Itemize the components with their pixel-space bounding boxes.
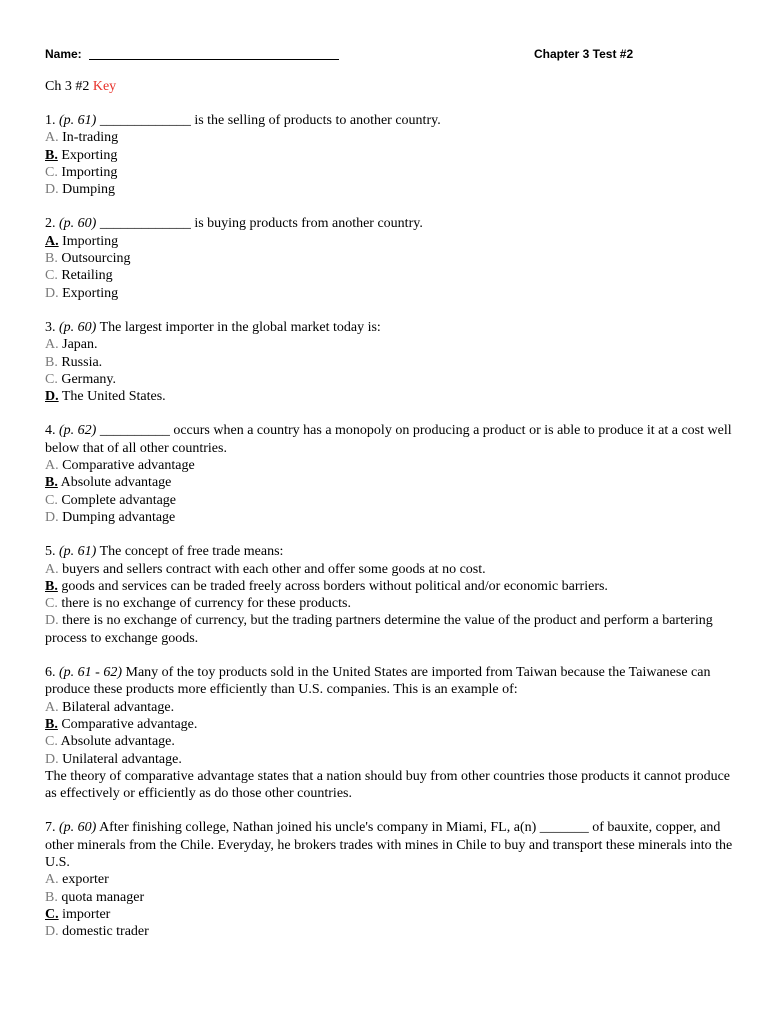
option-text: Retailing [61, 268, 113, 284]
answer-option [45, 578, 735, 595]
question-stem [45, 215, 735, 232]
question-number: 7. [45, 820, 56, 836]
option-text: quota manager [61, 889, 145, 905]
answer-option [45, 181, 735, 198]
option-text: goods and services can be traded freely across borders without political and/or economic barriers. [61, 578, 608, 594]
option-text: Importing [62, 233, 119, 249]
option-letter: D. [45, 509, 59, 525]
correct-option-letter: D. [45, 389, 59, 405]
option-text: Comparative advantage [62, 458, 195, 474]
option-text: exporter [62, 872, 109, 888]
answer-option [45, 733, 735, 750]
option-letter: C. [45, 596, 58, 612]
correct-option-letter: C. [45, 906, 59, 922]
question-text: _____________ is buying products from another country. [99, 216, 423, 232]
question-text: The concept of free trade means: [99, 544, 284, 560]
question-stem [45, 319, 735, 336]
question-stem [45, 664, 735, 699]
page-reference: (p. 60) [59, 216, 97, 232]
header [45, 46, 768, 64]
question-5 [45, 543, 735, 647]
option-text: Exporting [61, 147, 118, 163]
answer-option [45, 595, 735, 612]
page-reference: (p. 60) [59, 820, 97, 836]
option-letter: A. [45, 458, 59, 474]
option-text: Importing [61, 164, 118, 180]
option-letter: B. [45, 889, 58, 905]
explanation-note: The theory of comparative advantage states that a nation should buy from other countries those products it cannot produce as effectively or efficiently as do those other countries. [45, 768, 731, 802]
correct-option-letter: B. [45, 475, 58, 491]
option-text: Bilateral advantage. [62, 699, 175, 715]
option-text: Outsourcing [61, 251, 131, 267]
question-text: Many of the toy products sold in the United States are imported from Taiwan because the Taiwanese can produce these products more efficiently than U.S. companies. This is an example of: [45, 665, 711, 698]
option-text: Absolute advantage. [60, 734, 175, 750]
question-stem [45, 819, 735, 871]
key-word: Key [92, 79, 117, 94]
option-letter: A. [45, 699, 59, 715]
option-text: The United States. [61, 389, 166, 405]
question-number: 2. [45, 216, 56, 232]
option-letter: D. [45, 751, 59, 767]
option-letter: B. [45, 251, 58, 267]
option-text: there is no exchange of currency for these products. [61, 596, 351, 612]
option-letter: C. [45, 734, 58, 750]
option-text: importer [62, 906, 111, 922]
answer-option [45, 889, 735, 906]
question-stem [45, 422, 735, 457]
correct-option-letter: B. [45, 147, 58, 163]
answer-option [45, 699, 735, 716]
answer-option [45, 509, 735, 526]
option-text: buyers and sellers contract with each other and offer some goods at no cost. [62, 561, 486, 577]
question-2 [45, 215, 735, 301]
question-number: 5. [45, 544, 56, 560]
page-reference: (p. 61) [59, 113, 97, 128]
option-text: Exporting [62, 285, 119, 301]
option-letter: A. [45, 872, 59, 888]
answer-option [45, 336, 735, 353]
question-number: 6. [45, 665, 56, 681]
question-number: 4. [45, 423, 56, 439]
question-stem [45, 112, 735, 129]
option-text: Russia. [61, 354, 103, 370]
name-label: Name: [45, 47, 82, 61]
answer-option [45, 871, 735, 888]
correct-option-letter: B. [45, 578, 58, 594]
option-text: there is no exchange of currency, but the trading partners determine the value of the product and perform a bartering process to exchange goods. [45, 613, 713, 646]
answer-option [45, 923, 735, 940]
question-1 [45, 112, 735, 198]
question-6 [45, 664, 735, 802]
question-text: __________ occurs when a country has a monopoly on producing a product or is able to produce it at a cost well below that of all other countries. [45, 423, 732, 456]
key-title [45, 78, 116, 95]
answer-option [45, 354, 735, 371]
option-letter: C. [45, 164, 58, 180]
option-text: Complete advantage [61, 492, 177, 508]
option-letter: A. [45, 337, 59, 353]
answer-option [45, 474, 735, 491]
answer-option [45, 267, 735, 284]
page-reference: (p. 61 - 62) [59, 665, 122, 681]
option-text: Japan. [62, 337, 98, 353]
answer-option [45, 371, 735, 388]
answer-option [45, 457, 735, 474]
option-text: Comparative advantage. [61, 716, 198, 732]
option-letter: D. [45, 924, 59, 940]
option-text: Dumping advantage [62, 509, 176, 525]
option-letter: C. [45, 268, 58, 284]
answer-option [45, 492, 735, 509]
option-text: Dumping [62, 182, 116, 198]
option-text: Unilateral advantage. [62, 751, 182, 767]
question-4 [45, 422, 735, 526]
question-number: 3. [45, 319, 56, 335]
answer-option [45, 388, 735, 405]
option-text: Germany. [61, 371, 117, 387]
option-text: domestic trader [62, 924, 149, 940]
answer-option [45, 164, 735, 181]
answer-option [45, 716, 735, 733]
option-text: In-trading [62, 130, 119, 146]
option-letter: D. [45, 613, 59, 629]
answer-option [45, 561, 735, 578]
correct-option-letter: A. [45, 233, 59, 249]
option-letter: A. [45, 130, 59, 146]
question-7 [45, 819, 735, 940]
correct-option-letter: B. [45, 716, 58, 732]
question-number: 1. [45, 113, 56, 128]
name-blank-line [89, 59, 339, 60]
page-reference: (p. 61) [59, 544, 97, 560]
answer-option [45, 612, 735, 647]
page-reference: (p. 62) [59, 423, 97, 439]
answer-option [45, 285, 735, 302]
key-title-prefix: Ch 3 #2 [45, 79, 90, 94]
question-stem [45, 543, 735, 560]
answer-option [45, 233, 735, 250]
option-letter: C. [45, 492, 58, 508]
question-text: The largest importer in the global market today is: [99, 319, 381, 335]
answer-option [45, 129, 735, 146]
answer-option [45, 751, 735, 768]
option-text: Absolute advantage [60, 475, 172, 491]
option-letter: D. [45, 182, 59, 198]
question-text: _____________ is the selling of products to another country. [99, 113, 441, 128]
option-letter: D. [45, 285, 59, 301]
option-letter: C. [45, 371, 58, 387]
page-reference: (p. 60) [59, 319, 97, 335]
option-letter: A. [45, 561, 59, 577]
question-3 [45, 319, 735, 405]
option-letter: B. [45, 354, 58, 370]
question-text: After finishing college, Nathan joined his uncle's company in Miami, FL, a(n) _______ of bauxite, copper, and other minerals from the Chile. Everyday, he brokers trades with mines in Chile to buy and transport these minerals into the U.S. [45, 820, 733, 870]
answer-option [45, 906, 735, 923]
question-list [45, 112, 735, 957]
answer-option [45, 147, 735, 164]
answer-option [45, 250, 735, 267]
test-title: Chapter 3 Test #2 [534, 47, 634, 61]
